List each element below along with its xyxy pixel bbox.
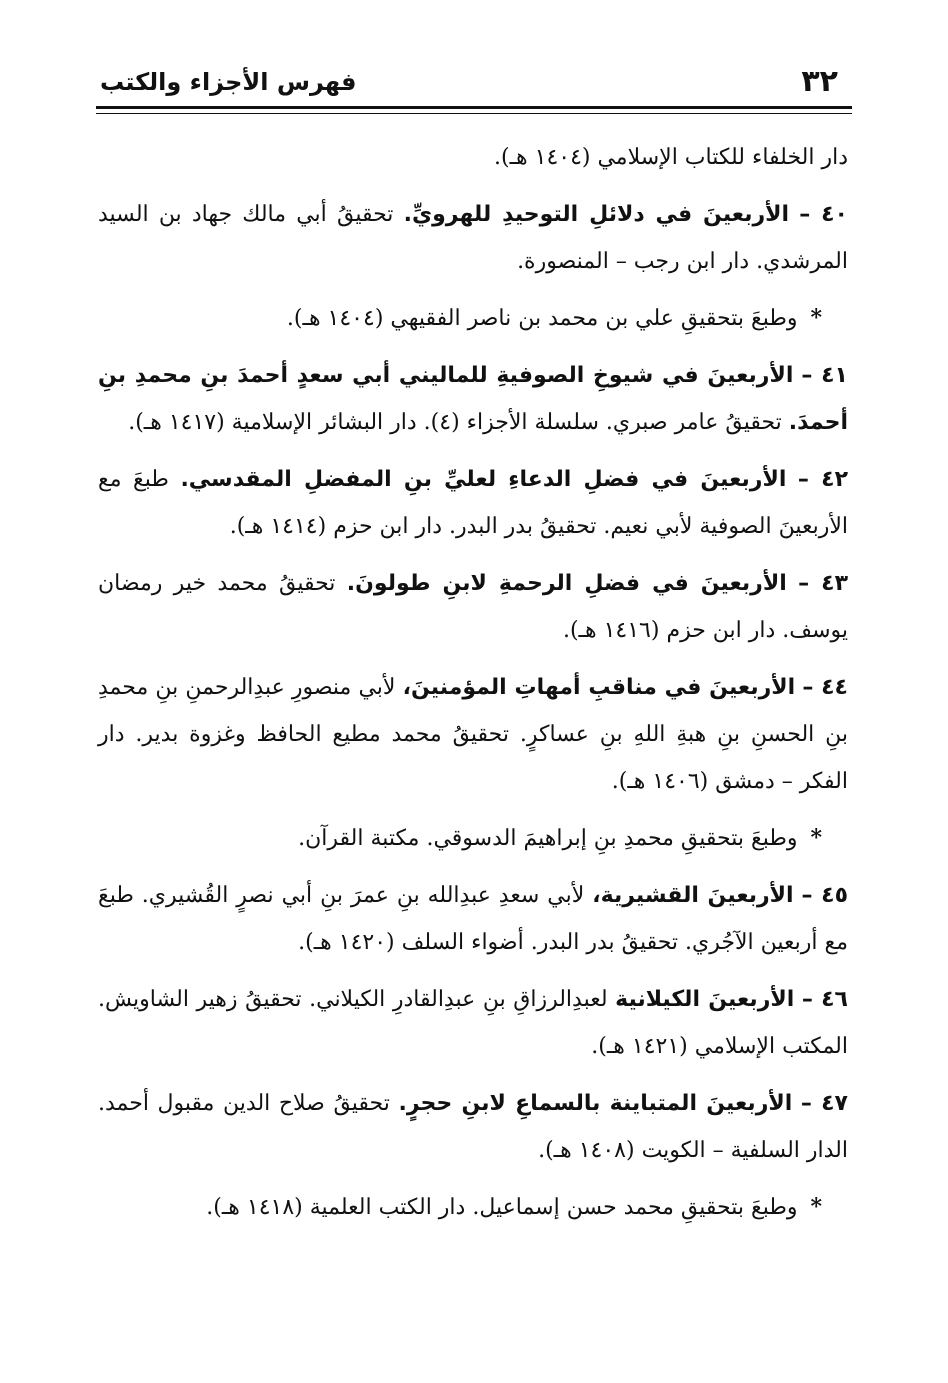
entry-number: ٤٢ –: [797, 467, 848, 492]
page-body: [98, 134, 848, 1241]
header-rule-thick: [96, 106, 852, 109]
entry-details: تحقيقُ صلاح الدين مقبول أحمد. الدار السلفية – الكويت (١٤٠٨ هـ).: [98, 1091, 848, 1163]
entry-43: [98, 560, 848, 654]
entry-title: الأربعينَ القشيرية،: [592, 883, 794, 908]
entry-number: ٤٠ –: [799, 202, 848, 227]
header-rule-thin: [96, 113, 852, 114]
entry-details: تحقيقُ عامر صبري. سلسلة الأجزاء (٤). دار البشائر الإسلامية (١٤١٧ هـ).: [128, 410, 782, 435]
continuation-paragraph: [98, 134, 848, 181]
entry-title: الأربعينَ في دلائلِ التوحيدِ للهرويِّ.: [403, 202, 790, 227]
entry-details: لأبي سعدِ عبدِالله بنِ عمرَ بنِ أبي نصرٍ القُشيري. طبعَ مع أربعين الآجُري. تحقيقُ بدر البدر. أضواء السلف (١٤٢٠ هـ).: [98, 883, 848, 955]
entry-number: ٤٤ –: [802, 675, 848, 700]
paragraph-text: دار الخلفاء للكتاب الإسلامي (١٤٠٤ هـ).: [494, 145, 848, 170]
entry-47: [98, 1080, 848, 1174]
entry-details: طبعَ مع الأربعينَ الصوفية لأبي نعيم. تحقيقُ بدر البدر. دار ابن حزم (١٤١٤ هـ).: [98, 467, 848, 539]
note-paragraph: [98, 295, 848, 342]
entry-42: [98, 456, 848, 550]
entry-41: [98, 352, 848, 446]
entry-number: ٤١ –: [801, 363, 848, 388]
entry-details: لعبدِالرزاقِ بنِ عبدِالقادرِ الكيلاني. تحقيقُ زهير الشاويش. المكتب الإسلامي (١٤٢١ هـ).: [98, 987, 848, 1059]
entry-45: [98, 872, 848, 966]
page-number: ٣٢: [801, 64, 838, 99]
entry-number: ٤٥ –: [801, 883, 849, 908]
entry-title: الأربعينَ في فضلِ الدعاءِ لعليِّ بنِ المفضلِ المقدسي.: [180, 467, 787, 492]
note-paragraph: [98, 815, 848, 862]
entry-details: لأبي منصورِ عبدِالرحمنِ بنِ محمدِ بنِ الحسنِ بنِ هبةِ اللهِ بنِ عساكرٍ. تحقيقُ محمد مطيع الحافظ وغزوة بدير. دار الفكر – دمشق (١٤٠٦ هـ).: [98, 675, 848, 794]
entry-44: [98, 664, 848, 805]
entry-number: ٤٧ –: [800, 1091, 848, 1116]
note-paragraph: [98, 1184, 848, 1231]
asterisk-icon: *: [810, 825, 822, 851]
running-title: فهرس الأجزاء والكتب: [100, 68, 357, 96]
entry-number: ٤٦ –: [801, 987, 848, 1012]
note-text: وطبعَ بتحقيقِ محمد حسن إسماعيل. دار الكتب العلمية (١٤١٨ هـ).: [206, 1195, 798, 1220]
entry-details: تحقيقُ محمد خير رمضان يوسف. دار ابن حزم (١٤١٦ هـ).: [98, 571, 848, 643]
entry-number: ٤٣ –: [798, 571, 848, 596]
entry-46: [98, 976, 848, 1070]
entry-title: الأربعينَ في شيوخِ الصوفيةِ للماليني أبي سعدٍ أحمدَ بنِ محمدِ بنِ أحمدَ.: [98, 363, 848, 435]
entry-40: [98, 191, 848, 285]
entry-title: الأربعينَ الكيلانية: [615, 987, 795, 1012]
asterisk-icon: *: [810, 305, 822, 331]
entry-title: الأربعينَ المتباينة بالسماعِ لابنِ حجرٍ.: [398, 1091, 793, 1116]
note-text: وطبعَ بتحقيقِ علي بن محمد بن ناصر الفقيهي (١٤٠٤ هـ).: [286, 306, 798, 331]
note-text: وطبعَ بتحقيقِ محمدِ بنِ إبراهيمَ الدسوقي. مكتبة القرآن.: [298, 826, 798, 851]
entry-title: الأربعينَ في فضلِ الرحمةِ لابنِ طولونَ.: [346, 571, 787, 596]
asterisk-icon: *: [810, 1194, 822, 1220]
page-header: [96, 58, 852, 102]
entry-details: تحقيقُ أبي مالك جهاد بن السيد المرشدي. دار ابن رجب – المنصورة.: [98, 202, 848, 274]
entry-title: الأربعينَ في مناقبِ أمهاتِ المؤمنينَ،: [402, 675, 796, 700]
